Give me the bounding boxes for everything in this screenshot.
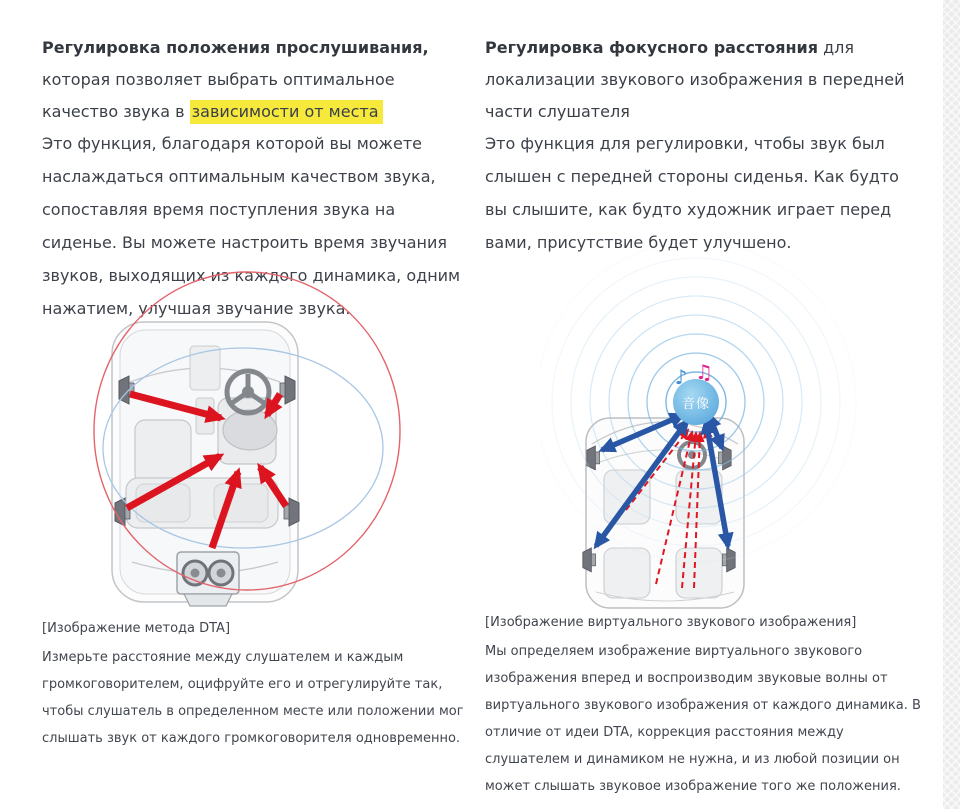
left-heading-bold: Регулировка положения прослушивания, bbox=[42, 38, 429, 57]
left-heading-normal: которая позволяет выбрать оптимальное качество звука в bbox=[42, 70, 395, 121]
subwoofer-icon bbox=[177, 552, 239, 606]
left-caption-title: [Изображение метода DTA] bbox=[42, 621, 231, 636]
left-caption bbox=[42, 618, 474, 752]
left-caption-body: Измерьте расстояние между слушателем и каждым громкоговорителем, оцифруйте его и отрегулируйте так, чтобы слушатель в определенном месте или положении мог слышать звук от каждого громкоговорителя одновременно. bbox=[42, 650, 464, 746]
right-paragraph: Это функция для регулировки, чтобы звук был слышен с передней стороны сиденья. Как будто вы слышите, как будто художник играет перед вами, присутствие будет улучшено. bbox=[485, 134, 899, 252]
left-heading bbox=[42, 32, 466, 128]
sound-image-badge bbox=[673, 360, 719, 425]
page-right-background-strip bbox=[943, 0, 960, 809]
dta-diagram bbox=[68, 262, 418, 618]
right-heading-bold: Регулировка фокусного расстояния bbox=[485, 38, 818, 57]
left-paragraph: Это функция, благодаря которой вы можете наслаждаться оптимальным качеством звука, сопоставляя время поступления звука на сиденье. Вы можете настроить время звучания звуков, выходящих из каждого динамика, одним нажатием, улучшая звучание звука. bbox=[42, 134, 461, 318]
right-caption bbox=[485, 612, 927, 800]
music-note-icon: ♫ bbox=[695, 360, 713, 384]
music-note-icon: ♪ bbox=[674, 365, 688, 389]
right-caption-body: Мы определяем изображение виртуального звукового изображения вперед и воспроизводим звуковые волны от виртуального звукового изображения от каждого динамика. В отличие от идеи DTA, коррекция расстояния между слушателем и динамиком не нужна, и из любой позиции он может слышать звуковое изображение того же положения. bbox=[485, 644, 921, 794]
right-heading-normal: для локализации звукового изображения в передней части слушателя bbox=[485, 38, 905, 121]
right-heading bbox=[485, 32, 915, 128]
right-caption-title: [Изображение виртуального звукового изображения] bbox=[485, 615, 857, 630]
virtual-sound-image-diagram bbox=[540, 248, 910, 618]
left-heading-highlight: зависимости от места bbox=[190, 100, 383, 124]
sound-image-label: 音像 bbox=[681, 397, 711, 412]
